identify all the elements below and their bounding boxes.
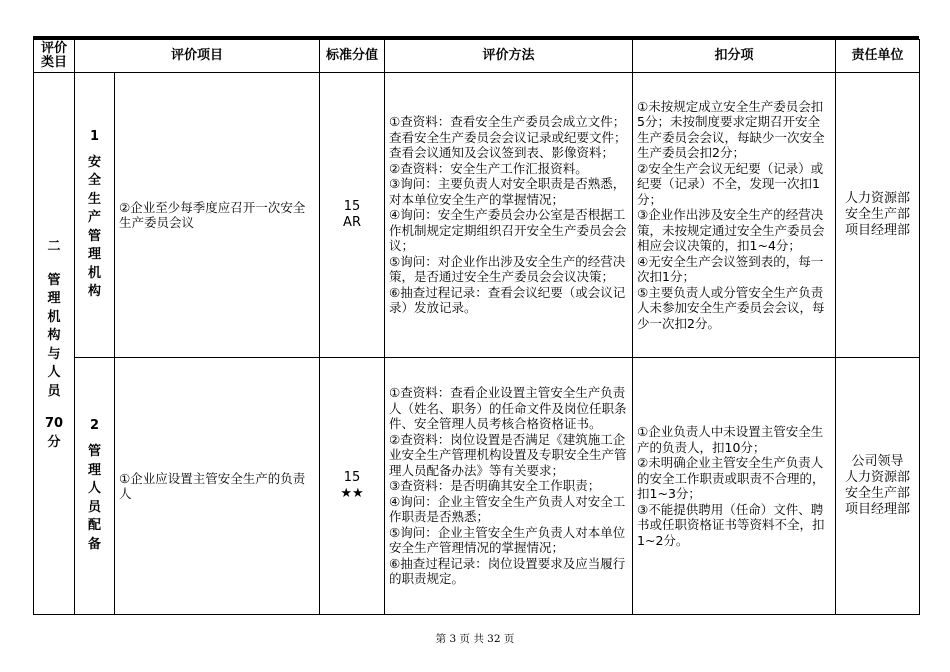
header-item: 评价项目 (75, 40, 320, 73)
header-responsible: 责任单位 (836, 40, 920, 73)
subcategory-index: 2 (89, 418, 100, 433)
deduction-line: ④无安全生产会议签到表的，每一次扣1分； (637, 253, 824, 285)
method-cell (385, 358, 633, 615)
deduction-line: ①企业负责人中未设置主管安全生产的负责人，扣10分； (637, 424, 824, 455)
score-cell: 15 ★★ (320, 358, 385, 615)
header-score: 标准分值 (320, 40, 385, 73)
header-deduction: 扣分项 (633, 40, 836, 73)
method-line: ⑤询问：对企业作出涉及安全生产的经营决策，是否通过安全生产委员会会议决策； (389, 253, 626, 285)
deduction-line: ③企业作出涉及安全生产的经营决策，未按规定通过安全生产委员会相应会议决策的，扣1~4分； (637, 207, 825, 254)
method-line: ⑥抽查过程记录：岗位设置要求及应当履行的职责规定。 (389, 555, 626, 587)
method-line: ③查资料：是否明确其安全工作职责； (389, 478, 601, 494)
category-index: 二 (47, 238, 61, 254)
deduction-line: ⑤主要负责人或分管安全生产负责人未参加安全生产委员会会议，每少一次扣2分。 (637, 284, 825, 331)
category-score: 70分 (44, 416, 64, 450)
header-row (34, 40, 920, 73)
table-row (34, 73, 920, 358)
deduction-cell (633, 73, 836, 358)
responsible-cell: 公司领导 人力资源部 安全生产部 项目经理部 (836, 358, 920, 615)
method-line: ②查资料：岗位设置是否满足《建筑施工企业安全生产管理机构设置及专职安全生产管理人员配备办法》等有关要求； (389, 431, 627, 478)
method-line: ②查资料：安全生产工作汇报资料。 (389, 160, 588, 176)
subcategory-name: 安全生产管理机构 (87, 154, 101, 299)
item-cell: ②企业至少每季度应召开一次安全生产委员会议 (115, 73, 320, 358)
subcategory-cell (75, 358, 115, 615)
method-line: ④询问：企业主管安全生产负责人对安全工作职责是否熟悉； (389, 493, 626, 525)
method-line: ③询问：主要负责人对安全职责是否熟悉，对本单位安全生产的掌握情况； (389, 176, 626, 207)
deduction-line: ①未按规定成立安全生产委员会扣5分；未按制度要求定期召开安全生产委员会会议，每缺少一次安全生产委员会扣2分； (637, 98, 825, 161)
method-cell (385, 73, 633, 358)
deduction-cell (633, 358, 836, 615)
evaluation-table (33, 39, 920, 615)
deduction-line: ②安全生产会议无纪要（记录）或纪要（记录）不全，发现一次扣1分； (637, 160, 824, 207)
method-line: ④询问：安全生产委员会办公室是否根据工作机制规定定期组织召开安全生产委员会会议； (389, 207, 627, 254)
subcategory-index: 1 (89, 128, 100, 144)
header-category: 评价类目 (34, 40, 75, 73)
item-cell: ①企业应设置主管安全生产的负责人 (115, 358, 320, 615)
subcategory-cell (75, 73, 115, 358)
page-footer: 第 3 页 共 32 页 (435, 633, 515, 645)
method-line: ①查资料：查看企业设置主管安全生产负责人（姓名、职务）的任命文件及岗位任职条件、安全管理人员考核合格资格证书。 (389, 385, 627, 432)
method-line: ⑥抽查过程记录：查看会议纪要（或会议记录）发放记录。 (389, 284, 626, 316)
category-cell (34, 73, 75, 615)
header-method: 评价方法 (385, 40, 633, 73)
table-row (34, 358, 920, 615)
method-line: ①查资料：查看安全生产委员会成立文件；查看安全生产委员会会议记录或纪要文件；查看会议通知及会议签到表、影像资料； (389, 114, 627, 161)
category-name: 管理机构与人员 (47, 272, 61, 399)
deduction-line: ②未明确企业主管安全生产负责人的安全工作职责或职责不合理的，扣1~3分； (637, 455, 825, 501)
responsible-cell: 人力资源部 安全生产部 项目经理部 (836, 73, 920, 358)
subcategory-name: 管理人员配备 (87, 444, 101, 552)
method-line: ⑤询问：企业主管安全生产负责人对本单位安全生产管理情况的掌握情况； (389, 524, 626, 556)
deduction-line: ③不能提供聘用（任命）文件、聘书或任职资格证书等资料不全，扣1~2分。 (637, 501, 825, 548)
score-cell: 15 AR (320, 73, 385, 358)
